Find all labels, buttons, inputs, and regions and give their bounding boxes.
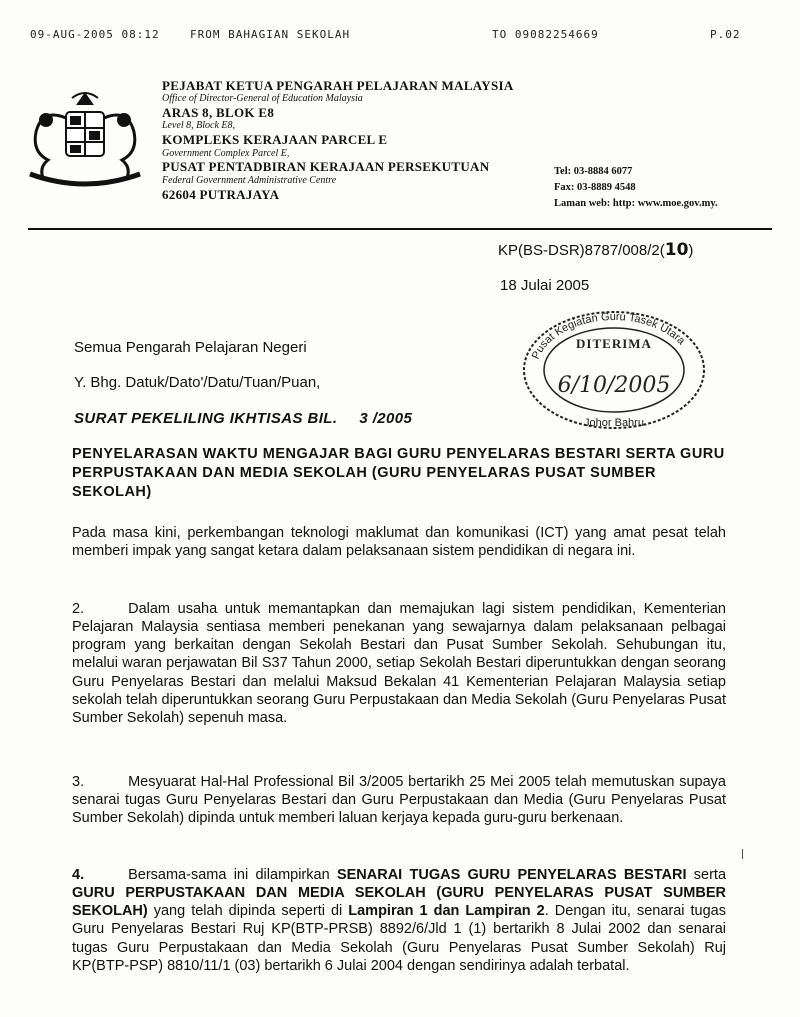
paragraph-2 — [72, 600, 726, 727]
circular-num: 3 /2005 — [359, 410, 413, 427]
paragraph-4-text-b: SENARAI TUGAS GURU PENYELARAS BESTARI — [336, 867, 687, 883]
paragraph-2-text: Dalam usaha untuk memantapkan dan memajukan lagi sistem pendidikan, Kementerian Pelajaran Malaysia sentiasa memberi penekanan yang sewajarnya dalam pelaksanaan pelbagai program yang berkaitan dengan Sekolah Bestari dan Pusat Sumber Sekolah. Sehubungan itu, melalui waran perjawatan Bil S37 Tahun 2000, setiap Sekolah Bestari diperuntukkan dengan seorang Guru Penyelaras Bestari dan melalui Maksud Bekalan 41 Kementerian Pelajaran Malaysia setiap sekolah telah diperuntukkan seorang Guru Perpustakaan dan Media Sekolah (Guru Penyelaras Pusat Sumber Sekolah) sepenuh masa. — [72, 601, 726, 726]
paragraph-4-text-a: Bersama-sama ini dilampirkan — [128, 867, 337, 883]
circular-label: SURAT PEKELILING IKHTISAS BIL. — [74, 410, 338, 427]
paragraph-4-text-c: serta — [686, 867, 727, 883]
paragraph-4-text-d: GURU PERPUSTAKAAN DAN MEDIA SEKOLAH (GURU PENYELARAS PUSAT SUMBER SEKOLAH) — [72, 885, 726, 920]
reference-text: KP(BS-DSR)8787/008/2( — [498, 242, 665, 259]
fax-from: FROM BAHAGIAN SEKOLAH — [190, 28, 351, 41]
stamp-received: DITERIMA — [576, 336, 652, 351]
reference-number — [498, 240, 693, 260]
paragraph-4-number: 4. — [72, 867, 85, 883]
reference-close: ) — [688, 242, 694, 259]
letterhead-line7: PUSAT PENTADBIRAN KERAJAAN PERSEKUTUAN — [162, 159, 490, 175]
letter-title: PENYELARASAN WAKTU MENGAJAR BAGI GURU PENYELARAS BESTARI SERTA GURU PERPUSTAKAAN DAN MEDIA SEKOLAH (GURU PENYELARAS PUSAT SUMBER SEKOLAH) — [72, 446, 725, 500]
contact-web: Laman web: http: www.moe.gov.my. — [554, 197, 718, 209]
letter-date: 18 Julai 2005 — [500, 277, 590, 294]
letterhead-line3: ARAS 8, BLOK E8 — [162, 105, 275, 121]
paragraph-1: Pada masa kini, perkembangan teknologi maklumat dan komunikasi (ICT) yang amat pesat telah memberi impak yang sangat ketara dalam pelaksanaan sistem pendidikan di negara ini. — [72, 525, 726, 560]
circular-number — [74, 410, 412, 427]
contact-fax: Fax: 03-8889 4548 — [554, 181, 636, 193]
paragraph-3 — [72, 773, 726, 827]
letterhead — [162, 78, 514, 202]
paragraph-4 — [72, 866, 726, 975]
letterhead-line1: PEJABAT KETUA PENGARAH PELAJARAN MALAYSIA — [162, 78, 514, 93]
contact-tel: Tel: 03-8884 6077 — [554, 166, 633, 177]
paragraph-2-number: 2. — [72, 601, 85, 617]
letterhead-line6: Government Complex Parcel E, — [162, 147, 290, 159]
letterhead-line4: Level 8, Block E8, — [162, 120, 236, 132]
header-divider — [28, 228, 772, 230]
letterhead-line5: KOMPLEKS KERAJAAN PARCEL E — [162, 132, 388, 148]
paragraph-4-text-e: yang telah dipinda seperti di — [147, 903, 349, 920]
coat-of-arms-icon — [22, 88, 148, 192]
recipient: Semua Pengarah Pelajaran Negeri — [74, 339, 307, 356]
letterhead-line8: Federal Government Administrative Centre — [162, 174, 337, 186]
paragraph-4-text-f: Lampiran 1 dan Lampiran 2 — [348, 903, 545, 920]
fax-page: P.02 — [710, 28, 741, 41]
fax-to: TO 09082254669 — [492, 28, 599, 41]
stamp-arc-path: Pusat Kegiatan Guru Tasek Utara — [529, 310, 688, 362]
letterhead-line9: 62604 PUTRAJAYA — [162, 186, 280, 202]
stamp-place: Johor Bahru — [584, 417, 644, 429]
paragraph-3-text: Mesyuarat Hal-Hal Professional Bil 3/2005 bertarikh 25 Mei 2005 telah memutuskan supaya senarai tugas Guru Penyelaras Bestari dan Guru Perpustakaan dan Media (Guru Penyelaras Pusat Sumber Sekolah) dipinda untuk memberi laluan kerjaya kepada guru-guru berkenaan. — [72, 774, 726, 827]
paragraph-3-number: 3. — [72, 774, 85, 790]
letterhead-line2: Office of Director-General of Education Malaysia — [162, 93, 363, 105]
received-stamp — [514, 302, 714, 432]
paragraph-4-text-g: . Dengan itu, senarai tugas Guru Penyelaras Bestari Ruj KP(BTP-PRSB) 8892/6/Jld 1 (1) bertarikh 8 Julai 2002 dan senarai tugas Guru Perpustakaan dan Media Sekolah (Guru Penyelaras Pusat Sumber Sekolah) Ruj KP(BTP-PSP) 8810/11/1 (03) bertarikh 6 Julai 2004 dengan sendirinya adalah terbatal. — [72, 903, 726, 974]
reference-handwritten: 10 — [664, 240, 689, 260]
stamp-date: 6/10/2005 — [557, 373, 671, 398]
salutation: Y. Bhg. Datuk/Dato'/Datu/Tuan/Puan, — [74, 374, 321, 391]
fax-datetime: 09-AUG-2005 08:12 — [30, 28, 160, 41]
margin-mark — [742, 849, 743, 859]
contact-block — [554, 164, 718, 211]
